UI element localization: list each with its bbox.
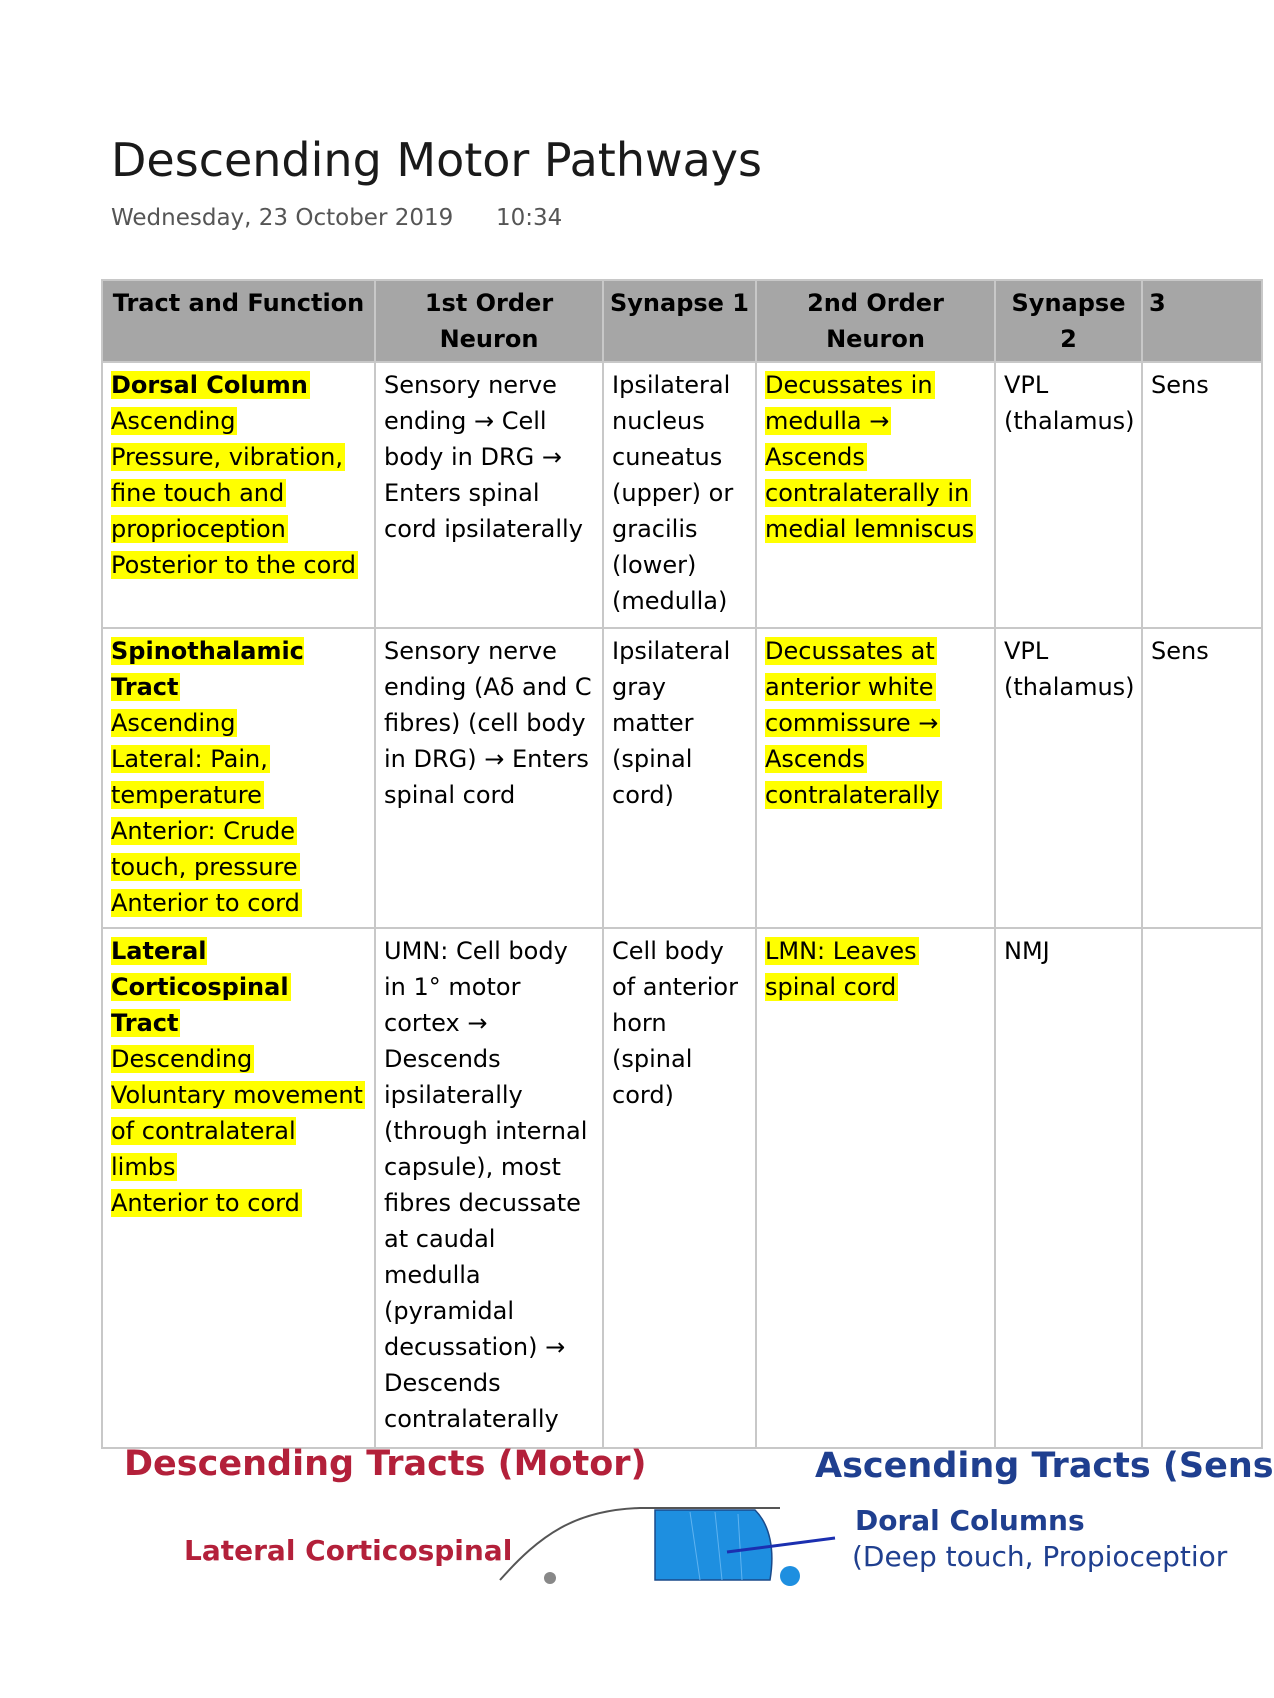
second-order-line: Ascends xyxy=(765,745,865,773)
tract-name: Tract xyxy=(111,1009,179,1037)
table-row xyxy=(102,362,1262,628)
second-order-line: commissure → xyxy=(765,709,939,737)
tract-line: Descending xyxy=(111,1045,253,1073)
first-order-cell: UMN: Cell body in 1° motor cortex → Descends ipsilaterally (through internal capsule), most fibres decussate at caudal medulla (pyramidal decussation) → Descends contralaterally xyxy=(375,928,603,1448)
dorsal-column-region xyxy=(655,1510,772,1580)
header-cell: 1st Order Neuron xyxy=(375,280,603,362)
tract-line: Anterior: Crude xyxy=(111,817,296,845)
tract-line: temperature xyxy=(111,781,262,809)
tract-line: touch, pressure xyxy=(111,853,298,881)
header-cell: 3 xyxy=(1142,280,1262,362)
descending-tracts-title: Descending Tracts (Motor) xyxy=(124,1444,647,1484)
tracts-diagram xyxy=(0,1430,1274,1580)
second-order-line: medulla → xyxy=(765,407,890,435)
tract-cell xyxy=(102,928,375,1448)
tract-line: Ascending xyxy=(111,407,236,435)
table-row xyxy=(102,928,1262,1448)
page-time: 10:34 xyxy=(496,205,563,231)
synapse2-cell: NMJ xyxy=(995,928,1142,1448)
second-order-line: contralaterally in xyxy=(765,479,970,507)
gray-matter-dot xyxy=(544,1572,556,1584)
second-order-line: spinal cord xyxy=(765,973,897,1001)
tract-name: Dorsal Column xyxy=(111,371,308,399)
ascending-tracts-title: Ascending Tracts (Sens xyxy=(815,1446,1274,1486)
synapse1-cell: Cell body of anterior horn (spinal cord) xyxy=(603,928,756,1448)
tract-line: proprioception xyxy=(111,515,286,543)
tract-line: of contralateral limbs xyxy=(111,1117,296,1181)
tract-line: Anterior to cord xyxy=(111,889,300,917)
second-order-line: Decussates at xyxy=(765,637,935,665)
second-order-line: LMN: Leaves xyxy=(765,937,917,965)
third-order-cell: Sens xyxy=(1142,362,1262,628)
second-order-line: medial lemniscus xyxy=(765,515,975,543)
spinal-cord-illustration xyxy=(0,1430,1200,1580)
tract-line: Voluntary movement xyxy=(111,1081,363,1109)
tract-name: Lateral Corticospinal xyxy=(111,937,289,1001)
second-order-line: contralaterally xyxy=(765,781,940,809)
table-row xyxy=(102,628,1262,928)
tract-line: Pressure, vibration, xyxy=(111,443,344,471)
synapse2-cell: VPL (thalamus) xyxy=(995,628,1142,928)
second-order-cell xyxy=(756,628,995,928)
first-order-cell: Sensory nerve ending (Aδ and C fibres) (cell body in DRG) → Enters spinal cord xyxy=(375,628,603,928)
tract-cell xyxy=(102,628,375,928)
second-order-cell xyxy=(756,362,995,628)
tract-cell xyxy=(102,362,375,628)
tract-line: Lateral: Pain, xyxy=(111,745,268,773)
tract-line: Anterior to cord xyxy=(111,1189,300,1217)
header-cell: Synapse 2 xyxy=(995,280,1142,362)
tract-name: Spinothalamic Tract xyxy=(111,637,304,701)
tract-line: fine touch and xyxy=(111,479,285,507)
table-header-row xyxy=(102,280,1262,362)
lateral-region xyxy=(780,1566,800,1586)
synapse1-cell: Ipsilateral gray matter (spinal cord) xyxy=(603,628,756,928)
dorsal-columns-label: Doral Columns xyxy=(855,1504,1085,1537)
second-order-cell xyxy=(756,928,995,1448)
page-date: Wednesday, 23 October 2019 xyxy=(111,205,454,231)
synapse1-cell: Ipsilateral nucleus cuneatus (upper) or gracilis (lower) (medulla) xyxy=(603,362,756,628)
lateral-corticospinal-label: Lateral Corticospinal xyxy=(184,1534,513,1567)
header-cell: Tract and Function xyxy=(102,280,375,362)
second-order-line: Decussates in xyxy=(765,371,933,399)
header-cell: 2nd Order Neuron xyxy=(756,280,995,362)
third-order-cell xyxy=(1142,928,1262,1448)
first-order-cell: Sensory nerve ending → Cell body in DRG → Enters spinal cord ipsilaterally xyxy=(375,362,603,628)
second-order-line: Ascends xyxy=(765,443,865,471)
header-cell: Synapse 1 xyxy=(603,280,756,362)
page-title: Descending Motor Pathways xyxy=(111,133,762,187)
dorsal-columns-sublabel: (Deep touch, Propioceptior xyxy=(852,1540,1228,1573)
tract-line: Ascending xyxy=(111,709,236,737)
second-order-line: anterior white xyxy=(765,673,934,701)
third-order-cell: Sens xyxy=(1142,628,1262,928)
tract-line: Posterior to the cord xyxy=(111,551,356,579)
synapse2-cell: VPL (thalamus) xyxy=(995,362,1142,628)
pathways-table xyxy=(101,279,1263,1449)
